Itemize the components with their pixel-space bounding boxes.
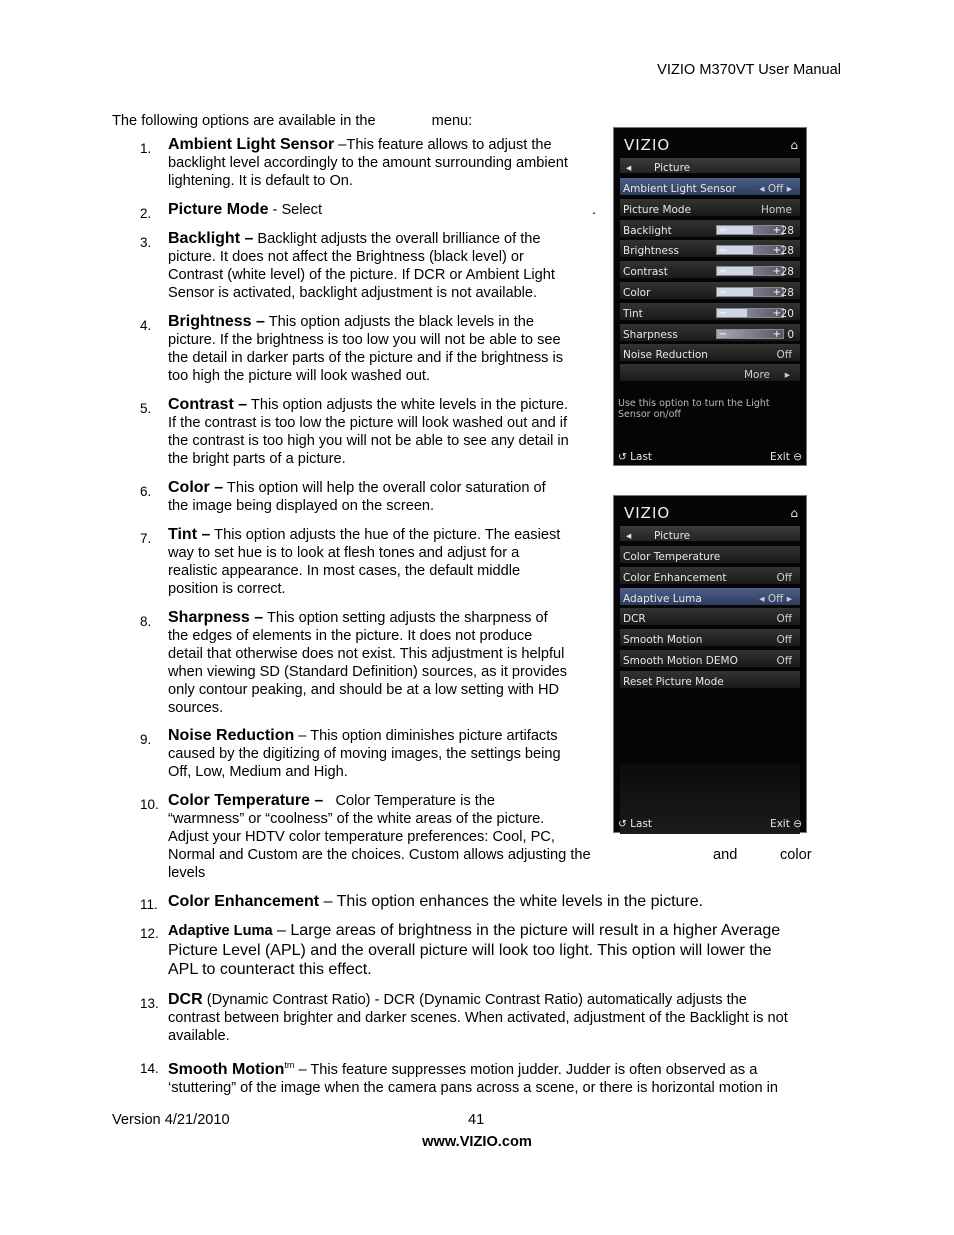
item-body — [168, 609, 567, 717]
item-line: realistic appearance. In most cases, the default middle — [168, 563, 521, 579]
item-line: Sharpness – This option setting adjusts the sharpness of — [168, 609, 548, 626]
back-arrow-icon: ◂ — [626, 162, 632, 174]
item-term: Backlight – — [168, 230, 254, 247]
item-term: Color Temperature – — [168, 792, 324, 809]
minus-icon: − — [719, 224, 728, 236]
menu-row-label: Color Enhancement — [623, 571, 727, 584]
menu-row — [620, 546, 800, 563]
intro-text: The following options are available in the menu: — [112, 113, 473, 129]
item-line: caused by the digitizing of moving images, the settings being — [168, 746, 561, 762]
item-line: Sensor is activated, backlight adjustment is not available. — [168, 285, 538, 301]
item-term: Tint – — [168, 526, 211, 543]
menu-slider — [716, 329, 784, 339]
item-body — [168, 201, 597, 219]
menu-slider — [716, 287, 784, 297]
menu-row — [620, 608, 800, 625]
menu-footer: ↺ Last Exit ⊖ — [618, 818, 802, 830]
item-term: Ambient Light Sensor — [168, 136, 335, 153]
menu-row-value: ◂ Off ▸ — [759, 183, 792, 195]
menu-row — [620, 240, 800, 257]
page-number: 41 — [468, 1112, 485, 1128]
item-number: 5. — [140, 401, 152, 416]
item-body — [168, 991, 838, 1045]
menu-row — [620, 303, 800, 320]
menu-help-text: Use this option to turn the Light Sensor on/off — [618, 398, 770, 420]
item-line: APL to counteract this effect. — [168, 961, 372, 978]
item-body — [168, 921, 848, 979]
item-number: 12. — [140, 926, 159, 941]
exit-icon: ⊖ — [793, 818, 802, 830]
menu-row — [620, 220, 800, 237]
minus-icon: − — [719, 328, 728, 340]
item-line: Off, Low, Medium and High. — [168, 764, 348, 780]
item-line: Picture Mode - Select . — [168, 201, 597, 218]
menu-row-value: ◂ Off ▸ — [759, 592, 792, 605]
menu-row-value: Off — [776, 349, 792, 362]
back-arrow-icon: ◂ — [626, 530, 632, 542]
menu-slider — [716, 245, 784, 255]
menu-row-value: 28 — [780, 266, 794, 279]
item-term: Adaptive Luma — [168, 923, 273, 939]
item-term: Picture Mode — [168, 201, 269, 218]
item-line: Normal and Custom are the choices. Custom allows adjusting the and color — [168, 847, 812, 863]
menu-row-label: Adaptive Luma — [623, 592, 702, 605]
plus-icon: + — [772, 328, 781, 340]
item-line: Backlight – Backlight adjusts the overall brilliance of the — [168, 230, 541, 247]
item-line: Smooth Motion$^{tm}$ – This feature suppresses motion judder. Judder is often observed as a — [168, 1060, 758, 1078]
item-line: contrast between brighter and darker scenes. When activated, adjustment of the Backlight is not — [168, 1010, 788, 1026]
version-label: Version 4/21/2010 — [112, 1112, 230, 1128]
menu-breadcrumb: ◂ Picture — [620, 158, 800, 173]
item-number: 11. — [140, 897, 158, 912]
item-line: lightening. It is default to On. — [168, 173, 353, 189]
item-line: Contrast (white level) of the picture. If DCR or Ambient Light — [168, 267, 555, 283]
picture-menu-screenshot-1 — [613, 127, 807, 466]
menu-row-value: Off — [776, 634, 792, 647]
item-line: Color Enhancement – This option enhances the white levels in the picture. — [168, 893, 704, 910]
item-line: position is correct. — [168, 581, 286, 597]
plus-icon: + — [772, 224, 781, 236]
plus-icon: + — [772, 245, 781, 257]
menu-row-label: Ambient Light Sensor — [623, 183, 737, 195]
menu-row-label: Backlight — [623, 224, 672, 237]
item-line: available. — [168, 1028, 230, 1044]
item-line: levels — [168, 865, 206, 881]
menu-slider — [716, 225, 784, 235]
website-url: www.VIZIO.com — [422, 1134, 532, 1150]
item-number: 8. — [140, 614, 152, 629]
menu-row — [620, 199, 800, 216]
menu-row-label: Picture Mode — [623, 203, 692, 216]
item-number: 4. — [140, 318, 152, 333]
menu-row-value: 0 — [787, 328, 794, 341]
minus-icon: − — [719, 287, 728, 298]
item-line: detail that otherwise does not exist. This adjustment is helpful — [168, 646, 565, 662]
menu-row-label: Contrast — [623, 266, 668, 279]
item-line: If the contrast is too low the picture will look washed out and if — [168, 415, 568, 431]
chevron-right-icon: ▸ — [784, 369, 790, 381]
item-number: 7. — [140, 531, 152, 546]
item-line: the detail in darker parts of the picture and if the brightness is — [168, 350, 564, 366]
item-body — [168, 1056, 838, 1097]
menu-breadcrumb: ◂ Picture — [620, 526, 800, 541]
menu-row-value: Off — [776, 655, 792, 667]
item-term: Noise Reduction — [168, 727, 295, 744]
menu-row-value: Home — [760, 203, 792, 216]
menu-row-label: Tint — [623, 307, 643, 320]
picture-menu-screenshot-2 — [613, 495, 807, 833]
item-line: “warmness” or “coolness” of the white areas of the picture. — [168, 811, 545, 827]
plus-icon: + — [772, 266, 781, 278]
back-icon: ↺ — [618, 818, 627, 830]
menu-row-label: Color — [623, 287, 651, 299]
item-number: 2. — [140, 206, 152, 221]
item-body — [168, 479, 546, 515]
item-line: only contour peaking, and should be at a low setting with HD — [168, 682, 560, 698]
menu-row — [620, 588, 800, 605]
item-term: DCR — [168, 991, 203, 1008]
item-body — [168, 230, 555, 302]
menu-slider — [716, 308, 784, 318]
item-number: 13. — [140, 996, 159, 1011]
menu-row-label: Sharpness — [623, 328, 678, 341]
item-line: Brightness – This option adjusts the black levels in the — [168, 313, 534, 330]
item-line: way to set hue is to look at flesh tones and adjust for a — [168, 545, 520, 561]
minus-icon: − — [719, 307, 728, 319]
item-term: Smooth Motion — [168, 1060, 285, 1078]
item-term: Color Enhancement — [168, 893, 320, 910]
item-line: Tint – This option adjusts the hue of the picture. The easiest — [168, 526, 561, 543]
item-line: Adjust your HDTV color temperature preferences: Cool, PC, — [168, 829, 555, 845]
menu-row — [620, 178, 800, 195]
menu-row — [620, 629, 800, 646]
back-icon: ↺ — [618, 451, 627, 463]
menu-footer: ↺ Last Exit ⊖ — [618, 451, 802, 463]
item-line: picture. If the brightness is too low you will not be able to see — [168, 332, 561, 348]
home-icon: ⌂ — [790, 506, 798, 520]
item-line: DCR (Dynamic Contrast Ratio) - DCR (Dynamic Contrast Ratio) automatically adjusts the — [168, 991, 747, 1008]
menu-row — [620, 567, 800, 584]
item-line: Adaptive Luma – Large areas of brightness in the picture will result in a higher Average — [168, 922, 781, 939]
plus-icon: + — [772, 307, 781, 319]
item-line: Color – This option will help the overall color saturation of — [168, 479, 546, 496]
plus-icon: + — [772, 287, 781, 298]
item-line: Contrast – This option adjusts the white levels in the picture. — [168, 396, 569, 413]
item-line: when viewing SD (Standard Definition) sources, as it provides — [168, 664, 568, 680]
item-number: 3. — [140, 235, 152, 250]
item-number: 1. — [140, 141, 152, 156]
menu-row — [620, 650, 800, 667]
menu-row-label: Noise Reduction — [623, 349, 708, 362]
item-body — [168, 526, 560, 598]
item-line: Noise Reduction – This option diminishes picture artifacts — [168, 727, 558, 744]
item-line: Ambient Light Sensor –This feature allows to adjust the — [168, 136, 552, 153]
item-line: Picture Level (APL) and the overall picture will look too light. This option will lower the — [168, 942, 772, 959]
item-body — [168, 892, 703, 911]
exit-icon: ⊖ — [793, 451, 802, 463]
minus-icon: − — [719, 245, 728, 257]
menu-row-label: Color Temperature — [623, 551, 721, 563]
menu-row-value: 28 — [780, 224, 794, 237]
item-line: ‘stuttering” of the image when the camera pans across a scene, or there is horizontal motion in — [168, 1079, 779, 1096]
menu-row-label: Brightness — [623, 245, 679, 258]
item-body — [168, 313, 563, 385]
item-number: 9. — [140, 732, 152, 747]
item-body — [168, 727, 561, 781]
menu-row-label: Reset Picture Mode — [623, 675, 724, 688]
menu-row — [620, 324, 800, 341]
menu-row-label: Smooth Motion DEMO — [623, 655, 738, 667]
menu-more-row: More ▸ — [620, 364, 800, 381]
menu-row-value: 28 — [780, 287, 794, 299]
item-line: the image being displayed on the screen. — [168, 498, 435, 514]
menu-row — [620, 671, 800, 688]
item-line: the edges of elements in the picture. It does not produce — [168, 628, 533, 644]
item-term: Sharpness – — [168, 609, 264, 626]
menu-row — [620, 282, 800, 299]
menu-row-value: Off — [776, 613, 792, 626]
menu-row-value: 28 — [780, 245, 794, 258]
item-body — [168, 396, 569, 468]
item-line: picture. It does not affect the Brightness (black level) or — [168, 249, 524, 265]
vizio-logo: VIZIO — [624, 504, 671, 522]
menu-row — [620, 344, 800, 361]
item-line: sources. — [168, 700, 224, 716]
menu-row-label: Smooth Motion — [623, 634, 703, 647]
menu-row-label: DCR — [623, 613, 646, 626]
menu-row — [620, 261, 800, 278]
item-line: the bright parts of a picture. — [168, 451, 346, 467]
item-term: Contrast – — [168, 396, 248, 413]
item-term: Brightness – — [168, 313, 265, 330]
item-number: 10. — [140, 797, 159, 812]
trademark-sup: tm — [284, 1060, 295, 1070]
vizio-logo: VIZIO — [624, 136, 671, 154]
item-line: backlight level accordingly to the amount surrounding ambient — [168, 155, 568, 171]
menu-slider — [716, 266, 784, 276]
home-icon: ⌂ — [790, 138, 798, 152]
item-term: Color – — [168, 479, 224, 496]
item-number: 14. — [140, 1061, 159, 1076]
item-body — [168, 136, 568, 190]
item-line: Color Temperature – Color Temperature is the — [168, 792, 495, 809]
item-number: 6. — [140, 484, 152, 499]
manual-title: VIZIO M370VT User Manual — [657, 62, 841, 78]
item-line: too high the picture will look washed out. — [168, 368, 431, 384]
menu-row-value: 20 — [780, 307, 794, 320]
minus-icon: − — [719, 266, 728, 278]
menu-row-value: Off — [776, 571, 792, 584]
item-line: the contrast is too high you will not be able to see any detail in — [168, 433, 569, 449]
